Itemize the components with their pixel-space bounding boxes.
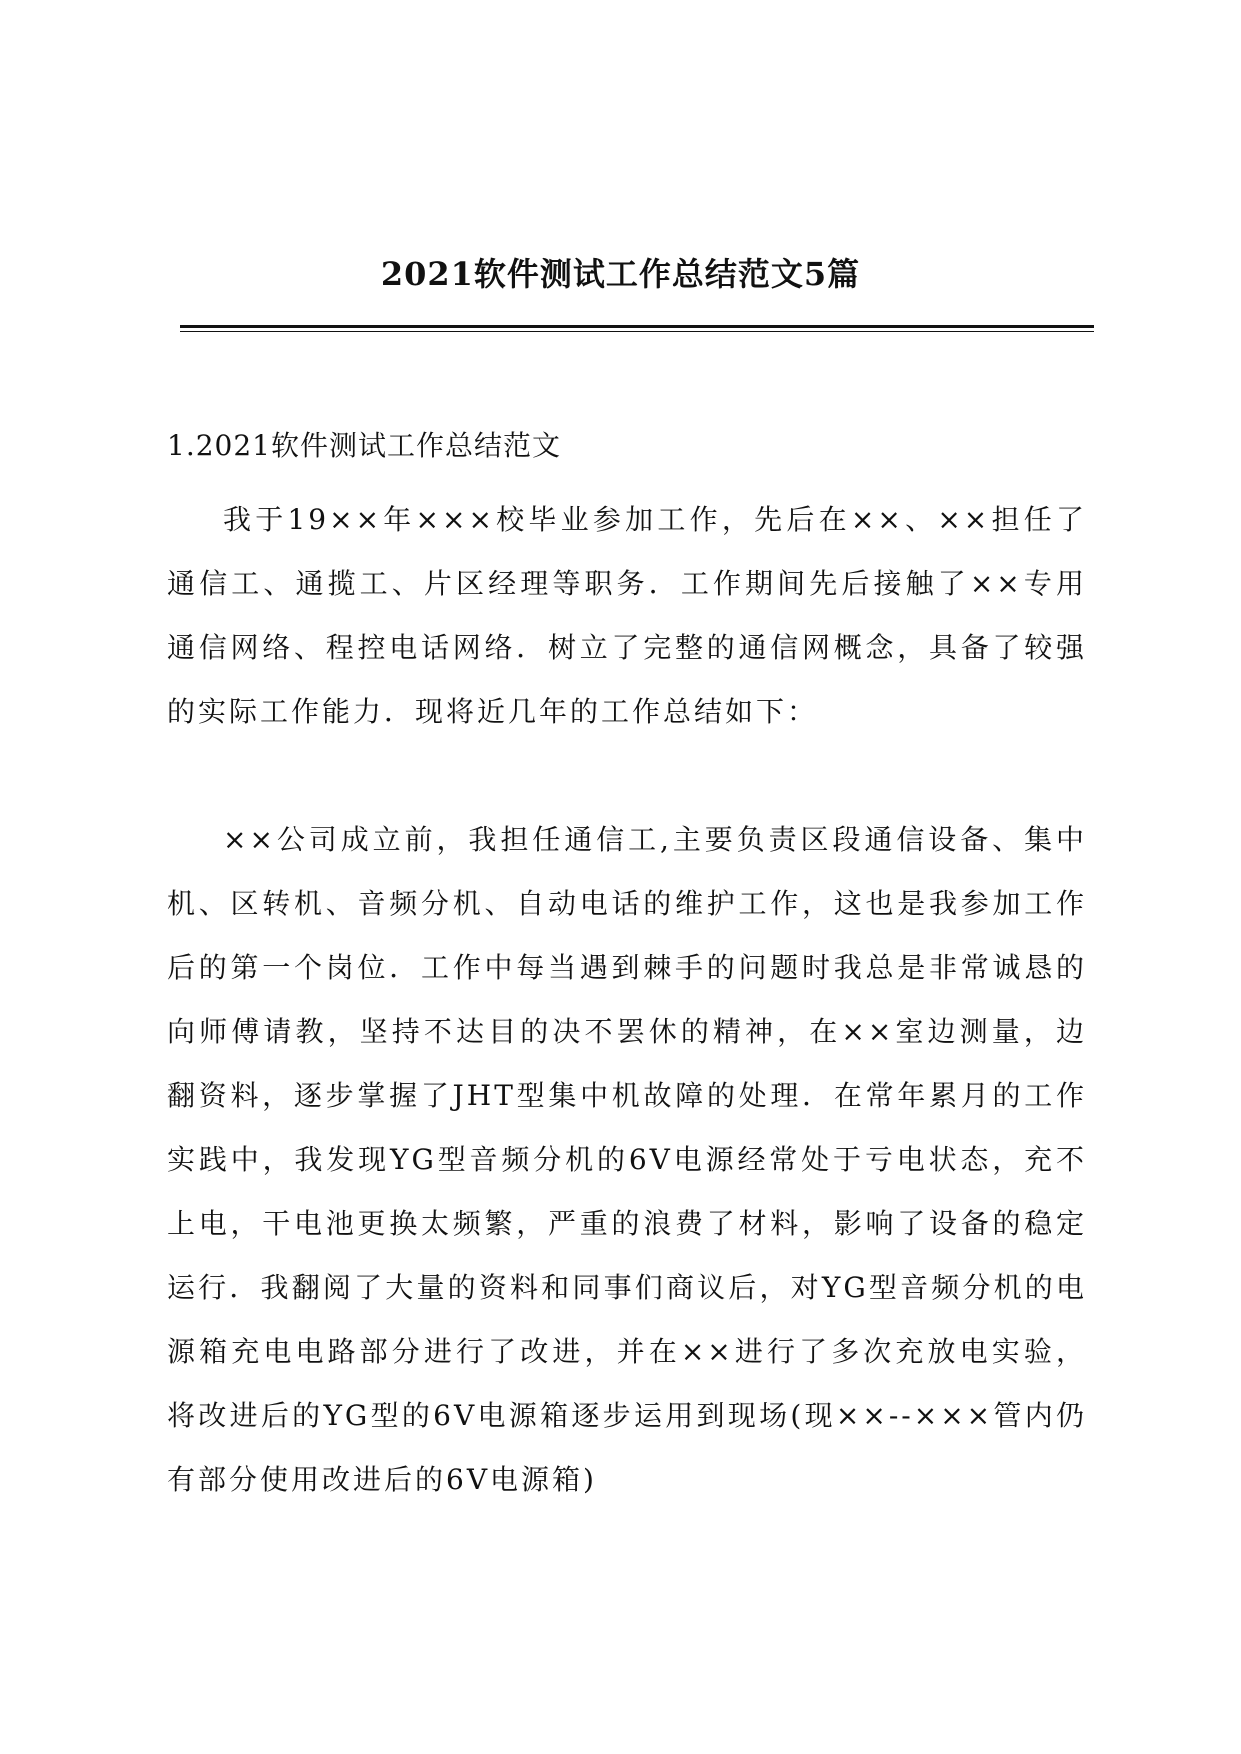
- title-divider-thin: [180, 331, 1094, 332]
- document-title: 2021软件测试工作总结范文5篇: [380, 255, 861, 293]
- document-body: [167, 424, 1087, 1512]
- title-divider-thick: [180, 325, 1094, 328]
- paragraph-1: 我于19××年×××校毕业参加工作，先后在××、××担任了通信工、通揽工、片区经理等职务．工作期间先后接触了××专用通信网络、程控电话网络．树立了完整的通信网概念，具备了较强的实际工作能力．现将近几年的工作总结如下：: [167, 503, 1087, 728]
- section-heading: 1.2021软件测试工作总结范文: [167, 429, 561, 462]
- paragraph-spacer: [167, 744, 1087, 808]
- paragraph-2: ××公司成立前，我担任通信工,主要负责区段通信设备、集中机、区转机、音频分机、自动电话的维护工作，这也是我参加工作后的第一个岗位．工作中每当遇到棘手的问题时我总是非常诚恳的向师傅请教，坚持不达目的决不罢休的精神，在××室边测量，边翻资料，逐步掌握了JHT型集中机故障的处理．在常年累月的工作实践中，我发现YG型音频分机的6V电源经常处于亏电状态，充不上电，干电池更换太频繁，严重的浪费了材料，影响了设备的稳定运行．我翻阅了大量的资料和同事们商议后，对YG型音频分机的电源箱充电电路部分进行了改进，并在××进行了多次充放电实验，将改进后的YG型的6V电源箱逐步运用到现场(现××--×××管内仍有部分使用改进后的6V电源箱): [167, 823, 1087, 1496]
